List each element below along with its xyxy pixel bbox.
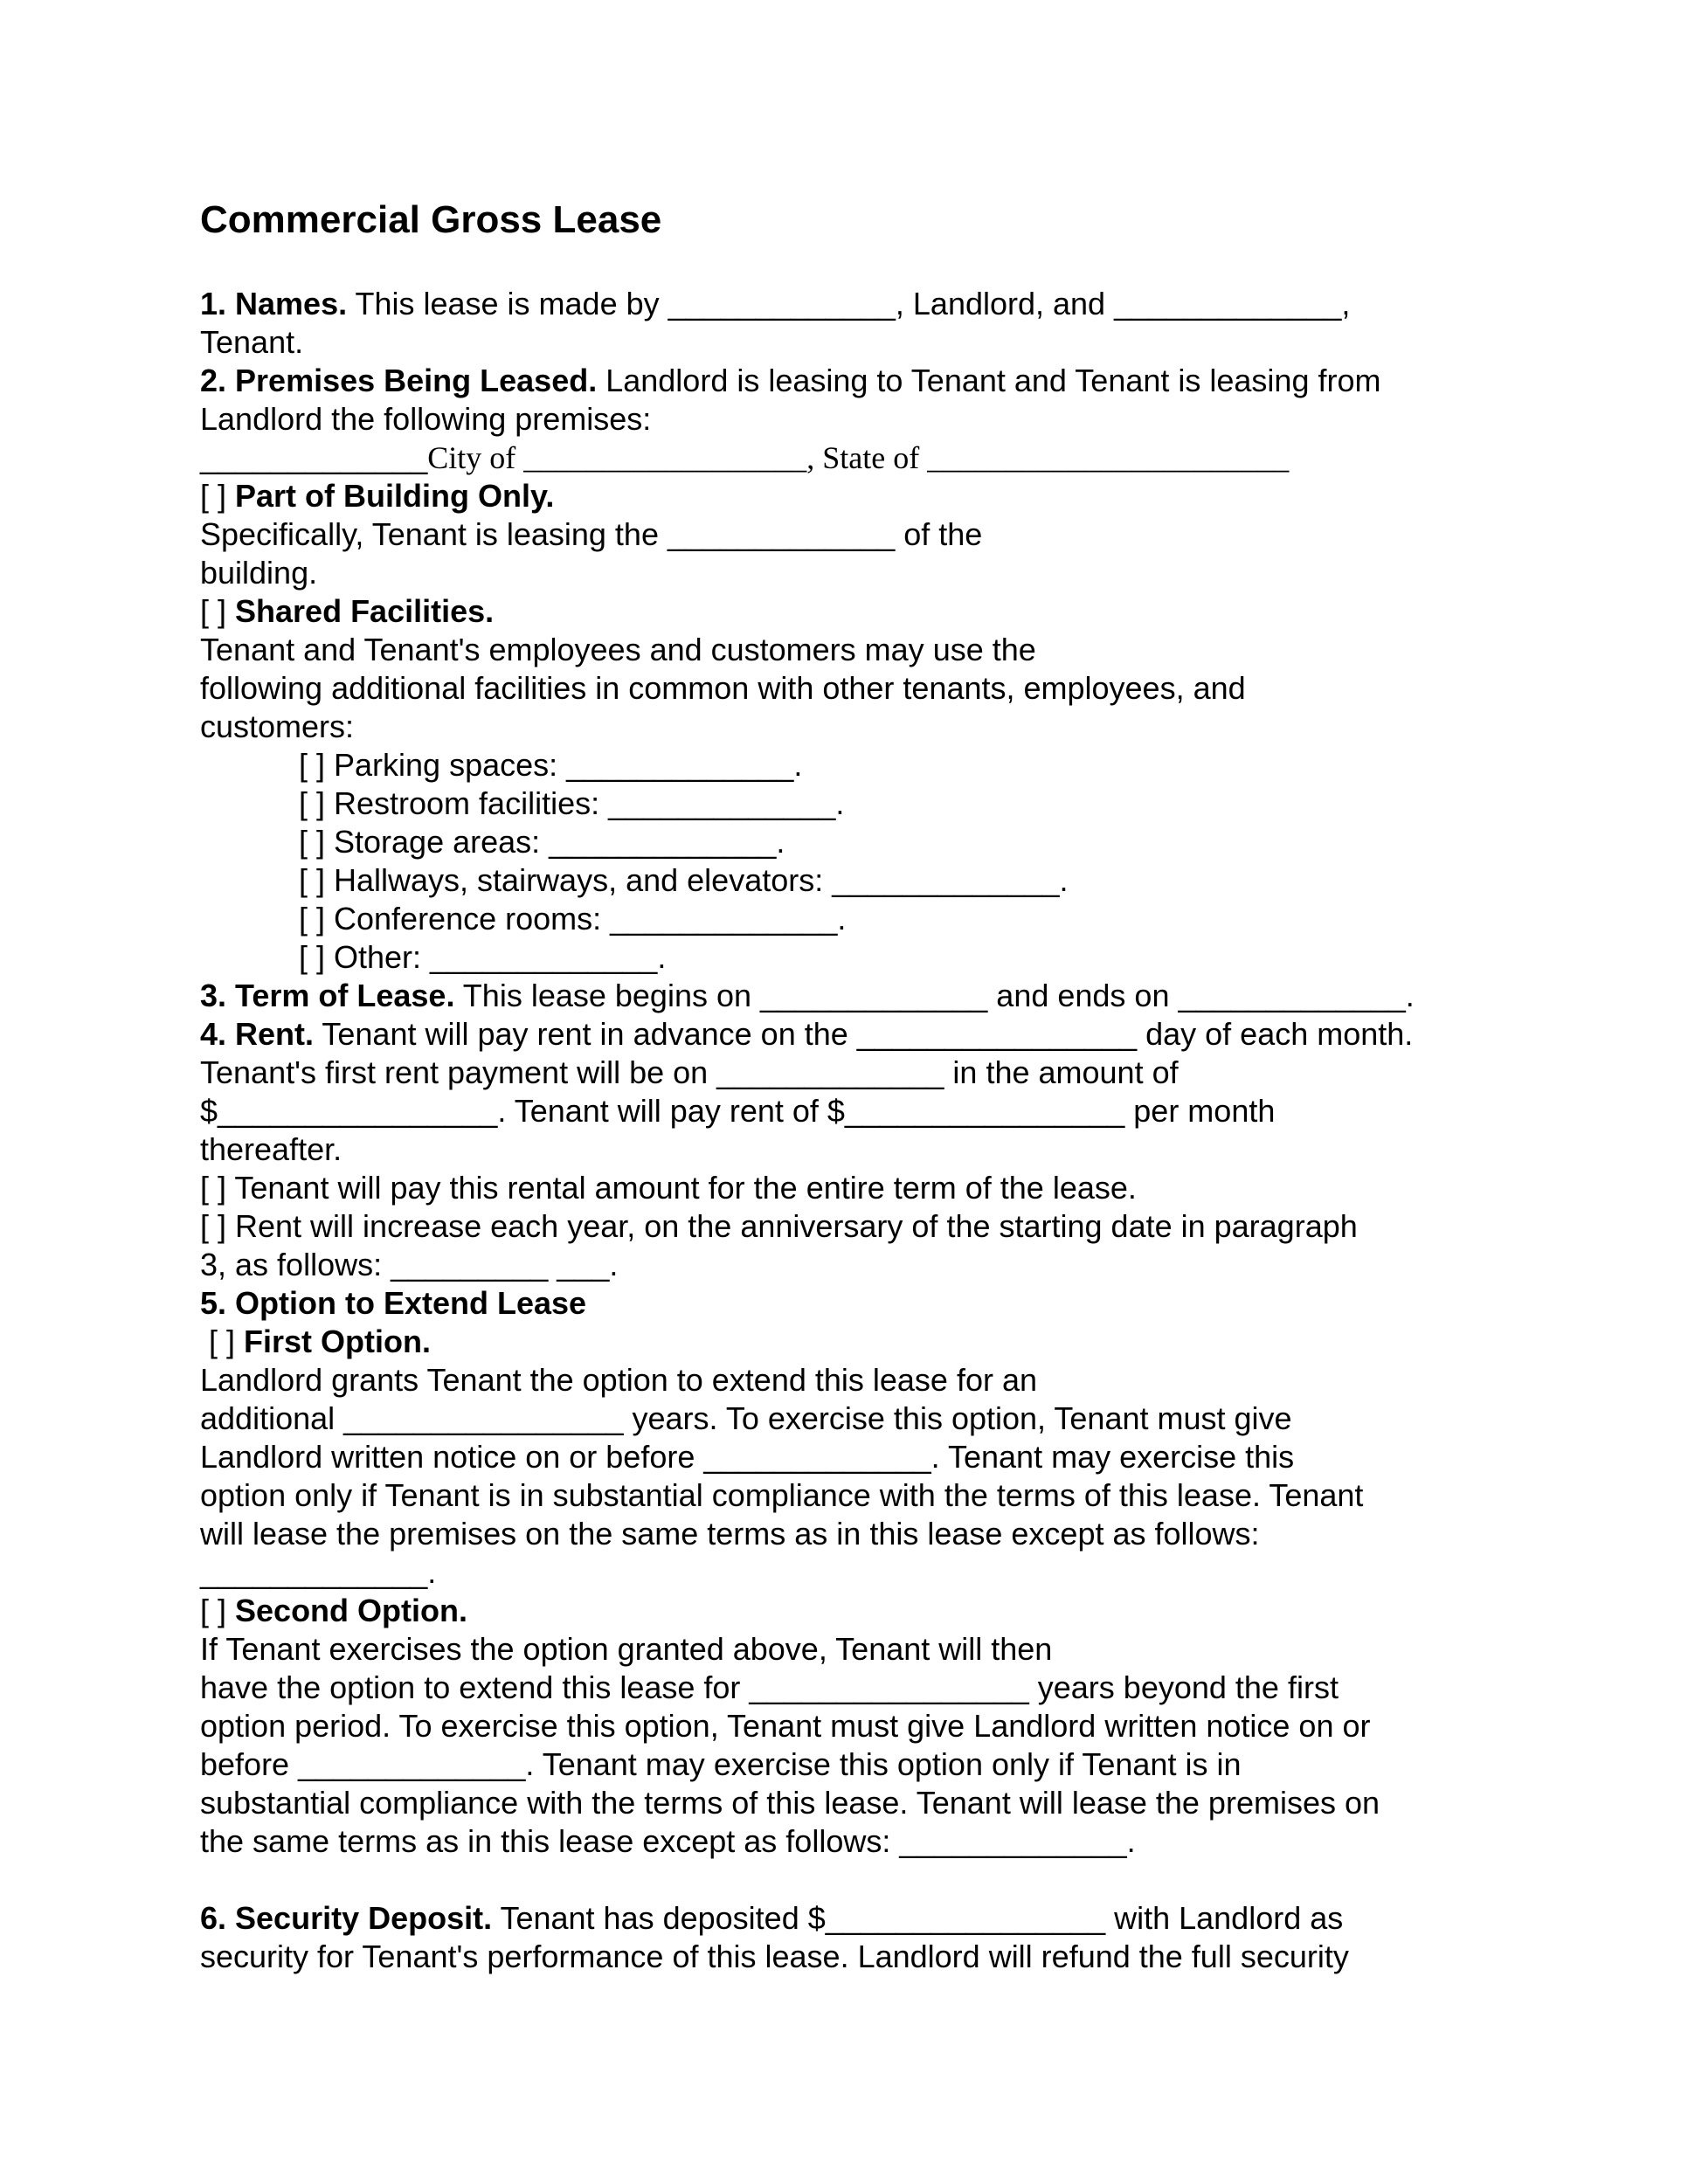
facility-text: [ ] Hallways, stairways, and elevators: _____________. — [299, 862, 1069, 898]
option-heading: Second Option. — [235, 1593, 468, 1628]
facility-item — [299, 823, 785, 861]
option-heading: Part of Building Only. — [235, 478, 555, 514]
section-text: Specifically, Tenant is leasing the _____________ of the — [200, 516, 983, 552]
shared-facilities-text — [200, 631, 1036, 669]
section-text: _____________. — [200, 1554, 437, 1590]
security-deposit-line — [200, 1899, 1343, 1938]
rent-option-increase-2 — [200, 1246, 618, 1284]
names-line-2 — [200, 323, 303, 362]
part-of-building-text-2 — [200, 554, 317, 592]
first-option-text — [200, 1361, 1037, 1400]
names-line — [200, 285, 1350, 323]
second-option-text-3 — [200, 1707, 1370, 1745]
section-text: [ ] Rent will increase each year, on the anniversary of the starting date in paragraph — [200, 1208, 1358, 1244]
first-option — [200, 1323, 431, 1361]
checkbox-bracket: [ ] — [200, 1324, 245, 1359]
second-option-text-5 — [200, 1784, 1380, 1822]
section-text: thereafter. — [200, 1131, 342, 1167]
section-text: Landlord is leasing to Tenant and Tenant is leasing from — [597, 363, 1381, 398]
facility-text: [ ] Restroom facilities: _____________. — [299, 785, 845, 821]
section-heading: 5. Option to Extend Lease — [200, 1285, 587, 1321]
section-text: option only if Tenant is in substantial compliance with the terms of this lease. Tenant — [200, 1477, 1364, 1513]
second-option — [200, 1592, 467, 1630]
section-text: following additional facilities in common with other tenants, employees, and — [200, 670, 1246, 706]
first-option-text-4 — [200, 1476, 1363, 1515]
shared-facilities-option — [200, 592, 494, 631]
section-text: Tenant. — [200, 324, 304, 360]
section-heading: 3. Term of Lease. — [200, 978, 455, 1013]
section-text: If Tenant exercises the option granted above, Tenant will then — [200, 1631, 1053, 1667]
security-deposit-line-2 — [200, 1938, 1349, 1976]
section-text: This lease is made by _____________, Landlord, and _____________, — [347, 286, 1351, 321]
section-text: the same terms as in this lease except as follows: _____________. — [200, 1823, 1136, 1859]
section-text: 3, as follows: _________ ___. — [200, 1247, 619, 1282]
facility-text: [ ] Other: _____________. — [299, 939, 667, 975]
rent-option-fixed — [200, 1169, 1137, 1207]
section-text: Landlord grants Tenant the option to extend this lease for an — [200, 1362, 1038, 1398]
option-heading: Shared Facilities. — [235, 593, 495, 629]
section-text: This lease begins on _____________ and ends on _____________. — [454, 978, 1415, 1013]
section-text: Tenant has deposited $________________ with Landlord as — [492, 1900, 1344, 1936]
section-text: Landlord the following premises: — [200, 401, 652, 437]
section-text: customers: — [200, 708, 355, 744]
rent-line-3 — [200, 1092, 1275, 1130]
rent-line-4 — [200, 1130, 342, 1169]
premises-line — [200, 362, 1380, 400]
section-text: Tenant's first rent payment will be on _____________ in the amount of — [200, 1054, 1179, 1090]
facility-text: [ ] Storage areas: _____________. — [299, 824, 785, 860]
checkbox-bracket: [ ] — [200, 478, 236, 514]
checkbox-bracket: [ ] — [200, 1593, 236, 1628]
extend-heading — [200, 1284, 586, 1323]
facility-item — [299, 784, 844, 823]
section-text: $________________. Tenant will pay rent of $________________ per month — [200, 1093, 1276, 1129]
rent-line-2 — [200, 1054, 1179, 1092]
term-line — [200, 977, 1415, 1015]
first-option-text-5 — [200, 1515, 1260, 1553]
rent-option-increase — [200, 1207, 1358, 1246]
facility-text: [ ] Conference rooms: _____________. — [299, 901, 847, 936]
first-option-text-3 — [200, 1438, 1294, 1476]
section-text: Tenant and Tenant's employees and customers may use the — [200, 632, 1036, 667]
section-text: will lease the premises on the same terms as in this lease except as follows: — [200, 1516, 1260, 1552]
city-state-text: City of __________________, State of _______________________ — [427, 440, 1290, 475]
part-of-building-option — [200, 477, 554, 515]
premises-address-line — [200, 439, 1289, 477]
facility-item — [299, 938, 666, 977]
section-heading: 4. Rent. — [200, 1016, 315, 1052]
section-heading: 1. Names. — [200, 286, 348, 321]
section-text: additional ________________ years. To exercise this option, Tenant must give — [200, 1400, 1292, 1436]
shared-facilities-text-3 — [200, 708, 354, 746]
section-text: building. — [200, 555, 318, 591]
page-title: Commercial Gross Lease — [200, 198, 662, 241]
second-option-text-4 — [200, 1745, 1241, 1784]
section-text: before _____________. Tenant may exercise this option only if Tenant is in — [200, 1746, 1242, 1782]
section-text: Landlord written notice on or before _____________. Tenant may exercise this — [200, 1439, 1295, 1475]
section-text: [ ] Tenant will pay this rental amount for the entire term of the lease. — [200, 1170, 1137, 1206]
rent-line — [200, 1015, 1413, 1054]
option-heading: First Option. — [244, 1324, 431, 1359]
section-text: security for Tenant's performance of this lease. Landlord will refund the full security — [200, 1939, 1349, 1974]
part-of-building-text — [200, 515, 982, 554]
premises-line-2 — [200, 400, 651, 439]
second-option-text — [200, 1630, 1052, 1669]
section-heading: 2. Premises Being Leased. — [200, 363, 598, 398]
second-option-text-2 — [200, 1669, 1339, 1707]
blank-field: _____________ — [200, 439, 428, 475]
lease-page — [200, 0, 1546, 2184]
facility-text: [ ] Parking spaces: _____________. — [299, 747, 803, 783]
facility-item — [299, 861, 1069, 900]
section-text: substantial compliance with the terms of this lease. Tenant will lease the premises on — [200, 1785, 1380, 1821]
shared-facilities-text-2 — [200, 669, 1246, 708]
first-option-text-6 — [200, 1553, 436, 1592]
section-text: option period. To exercise this option, Tenant must give Landlord written notice on or — [200, 1708, 1371, 1744]
checkbox-bracket: [ ] — [200, 593, 236, 629]
section-text: have the option to extend this lease for ________________ years beyond the first — [200, 1669, 1339, 1705]
section-text: Tenant will pay rent in advance on the ________________ day of each month. — [314, 1016, 1414, 1052]
second-option-text-6 — [200, 1822, 1136, 1861]
facility-item — [299, 900, 846, 938]
first-option-text-2 — [200, 1400, 1292, 1438]
section-heading: 6. Security Deposit. — [200, 1900, 493, 1936]
facility-item — [299, 746, 802, 784]
